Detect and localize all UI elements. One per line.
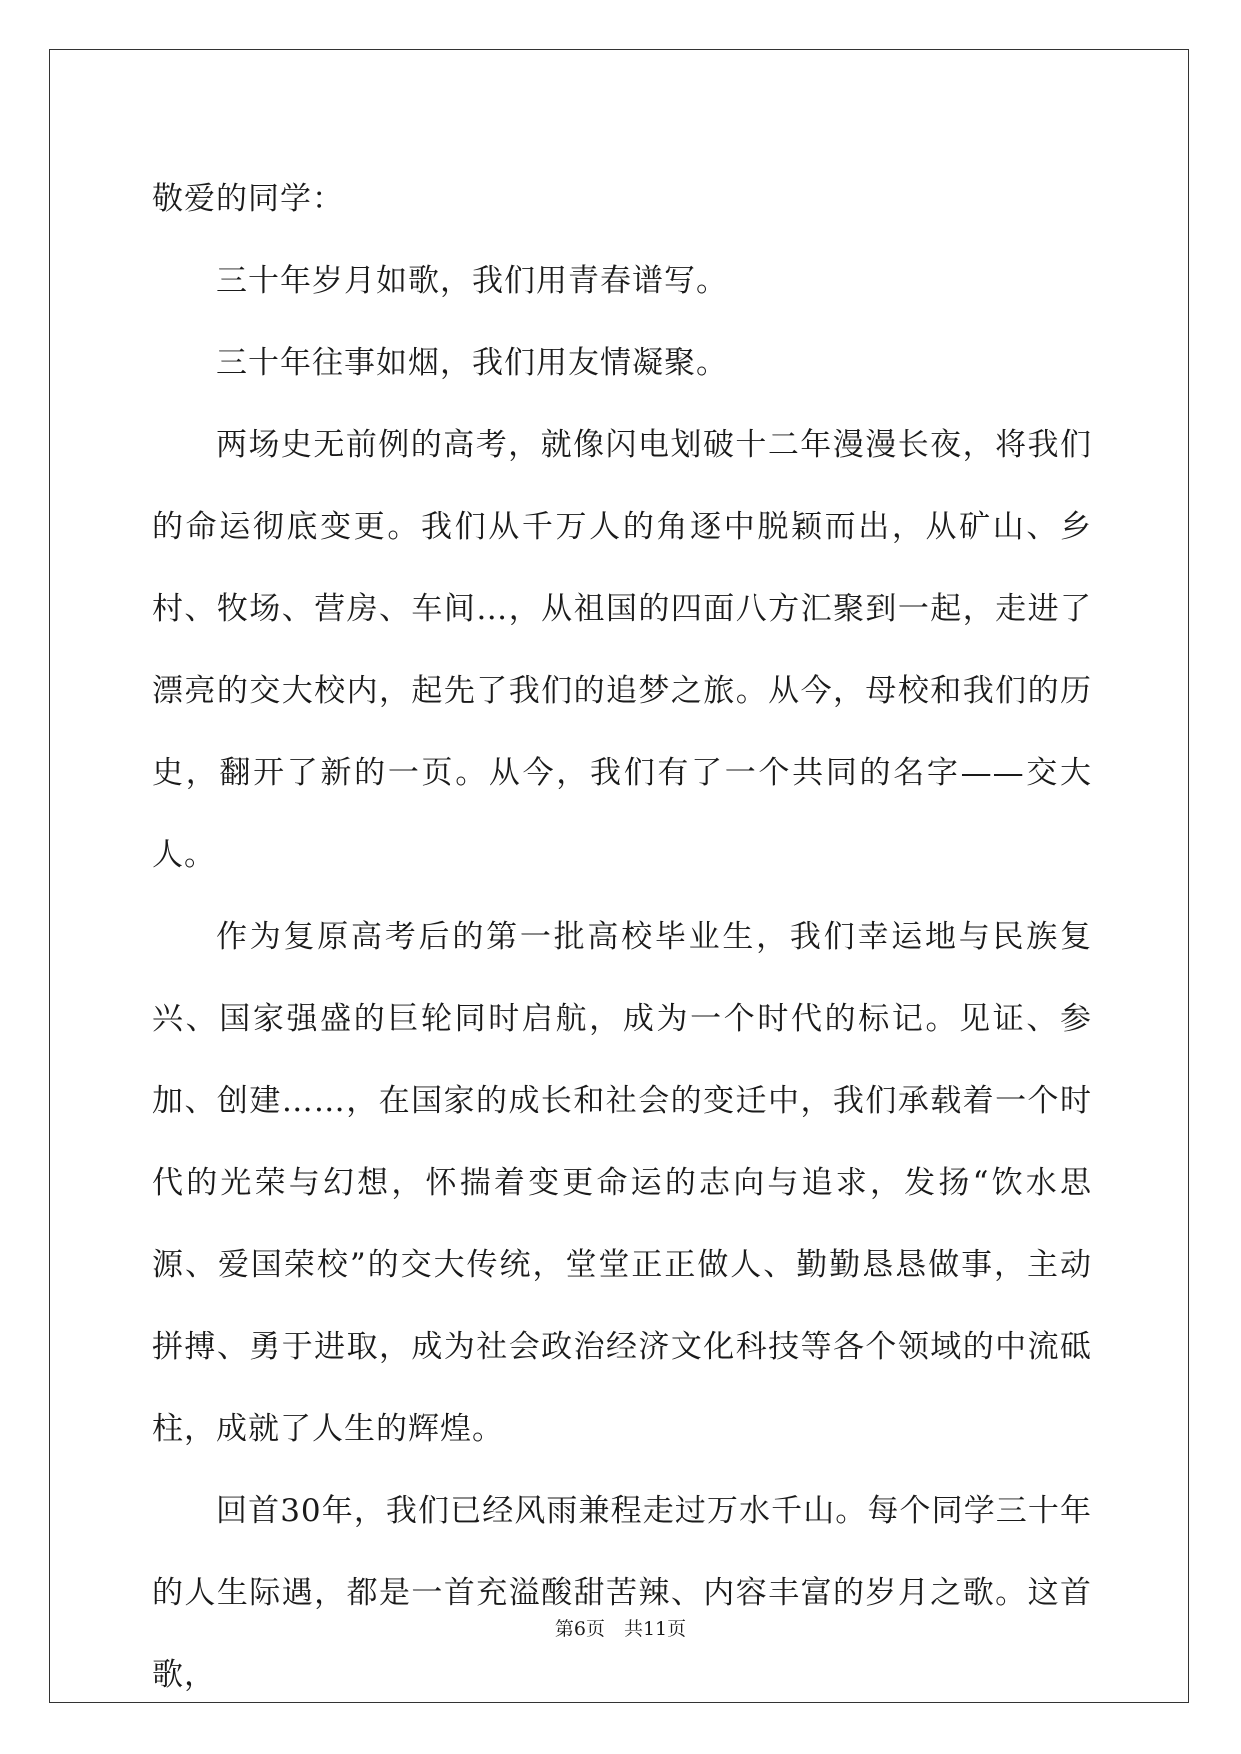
paragraph: 两场史无前例的高考，就像闪电划破十二年漫漫长夜，将我们的命运彻底变更。我们从千万人的角逐中脱颖而出，从矿山、乡村、牧场、营房、车间…，从祖国的四面八方汇聚到一起，走进了漂亮的交大校内，起先了我们的追梦之旅。从今，母校和我们的历史，翻开了新的一页。从今，我们有了一个共同的名字——交大人。 <box>152 427 1092 873</box>
paragraph: 回首30年，我们已经风雨兼程走过万水千山。每个同学三十年的人生际遇，都是一首充溢酸甜苦辣、内容丰富的岁月之歌。这首歌， <box>152 1493 1092 1693</box>
paragraph: 三十年往事如烟，我们用友情凝聚。 <box>216 345 728 381</box>
page-number-footer: 第6页 共11页 <box>554 1618 687 1640</box>
salutation: 敬爱的同学： <box>152 181 344 217</box>
paragraph: 作为复原高考后的第一批高校毕业生，我们幸运地与民族复兴、国家强盛的巨轮同时启航，成为一个时代的标记。见证、参加、创建……，在国家的成长和社会的变迁中，我们承载着一个时代的光荣与幻想，怀揣着变更命运的志向与追求，发扬“饮水思源、爱国荣校”的交大传统，堂堂正正做人、勤勤恳恳做事，主动拼搏、勇于进取，成为社会政治经济文化科技等各个领域的中流砥柱，成就了人生的辉煌。 <box>152 919 1092 1447</box>
paragraph: 三十年岁月如歌，我们用青春谱写。 <box>216 263 728 299</box>
document-body <box>152 158 1092 1716</box>
